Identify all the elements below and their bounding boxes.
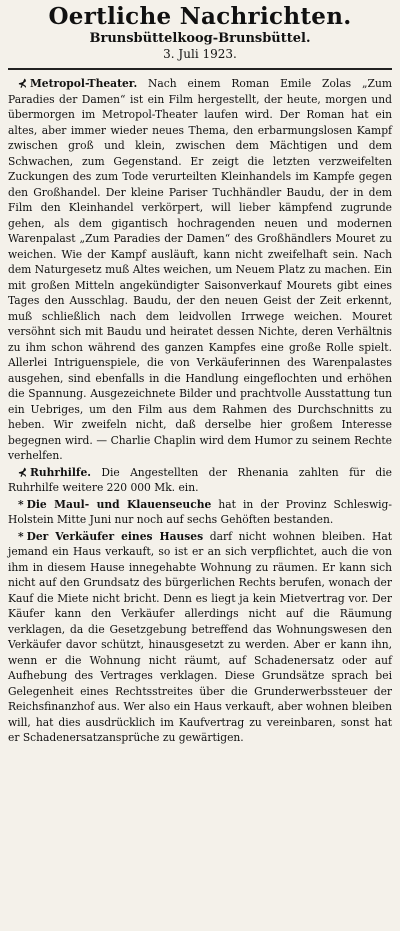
article-marker-icon: * [18,529,24,543]
header-divider [8,68,392,70]
article-metropol-theater [8,76,392,464]
article-headline: Ruhrhilfe. [29,465,92,479]
article-marker-icon: * [18,497,24,511]
issue-date: 3. Juli 1923. [163,47,237,61]
article-headline: Die Maul- und Klauenseuche [26,497,212,511]
article-body: darf nicht wohnen bleiben. Hat jemand ein Haus verkauft, so ist er an sich verpflichtet, auch die von ihm in diesem Hause innegehabte Wohnung zu räumen. Er kann sich nicht auf den Grundsatz des bürgerlichen Rechts berufen, wonach der Kauf die Miete nicht bricht. Denn es liegt ja kein Mietvertrag vor. Der Käufer kann den Verkäufer allerdings nicht auf die Räumung verklagen, da die Gesetzgebung betreffend das Wohnungswesen den Verkäufer davor schützt, hinausgesetzt zu werden. Aber er kann ihn, wenn er die Wohnung nicht räumt, auf Schadenersatz oder auf Aufhebung des Vertrages verklagen. Diese Grundsätze sprach bei Gelegenheit eines Rechtsstreites über die Grunderwerbssteuer der Reichsfinanzhof aus. Wer also ein Haus verkauft, aber wohnen bleiben will, hat dies ausdrücklich im Kaufvertrag zu vereinbaren, sonst hat er Schadenersatzansprüche zu gewärtigen. [8,529,393,744]
article-headline: Der Verkäufer eines Hauses [26,529,204,543]
article-body: Nach einem Roman Emile Zolas „Zum Paradies der Damen“ ist ein Film hergestellt, der heute, morgen und übermorgen im Metropol-Theater laufen wird. Der Roman hat ein altes, aber immer wieder neues Thema, den erbarmungslosen Kampf zwischen groß und klein, zwischen dem Mächtigen und dem Schwachen, zum Gegenstand. Er zeigt die letzten verzweifelten Zuckungen des zum Tode verurteilten Kleinhandels im Kampfe gegen den Großhandel. Der kleine Pariser Tuchhändler Baudu, der in dem Film den Kleinhandel verkörpert, will lieber kämpfend zugrunde gehen, als dem gigantisch hochragenden neuen und modernen Warenpalast „Zum Paradies der Damen“ des Großhändlers Mouret zu weichen. Wie der Kampf ausläuft, kann nicht zweifelhaft sein. Nach dem Naturgesetz muß Altes weichen, um Neuem Platz zu machen. Ein mit großen Mitteln angekündigter Saisonverkauf Mourets gibt eines Tages den Ausschlag. Baudu, der den neuen Geist der Zeit erkennt, muß schließlich nach dem leidvollen Irrwege weichen. Mouret versöhnt sich mit Baudu und heiratet dessen Nichte, deren Verhältnis zu ihm schon während des ganzen Kampfes eine große Rolle spielt. Allerlei Intriguenspiele, die von Verkäuferinnen des Warenpalastes ausgehen, sind ebenfalls in die Handlung eingeflochten und erhöhen die Spannung. Ausgezeichnete Bilder und prachtvolle Ausstattung tun ein Uebriges, um den Film aus dem Rahmen des Durchschnitts zu heben. Wir zweifeln nicht, daß derselbe hier großem Interesse begegnen wird. — Charlie Chaplin wird dem Humor zu seinem Rechte verhelfen. [8,77,392,462]
article-body: hat in der Provinz Schleswig-Holstein Mitte Juni nur noch auf sechs Gehöften bestanden. [8,497,392,526]
article-marker-icon: ⊀ [18,465,27,479]
section-title: Oertliche Nachrichten. [48,3,352,30]
article-maul-klauenseuche [8,497,392,528]
article-headline: Metropol-Theater. [29,77,138,90]
article-ruhrhilfe [8,465,392,496]
article-hausverkaeufer [8,529,392,746]
article-body: Die Angestellten der Rhenania zahlten für die Ruhrhilfe weitere 220 000 Mk. ein. [8,465,392,494]
section-subtitle: Brunsbüttelkoog-Brunsbüttel. [89,31,311,46]
article-marker-icon: ⊀ [18,77,27,90]
